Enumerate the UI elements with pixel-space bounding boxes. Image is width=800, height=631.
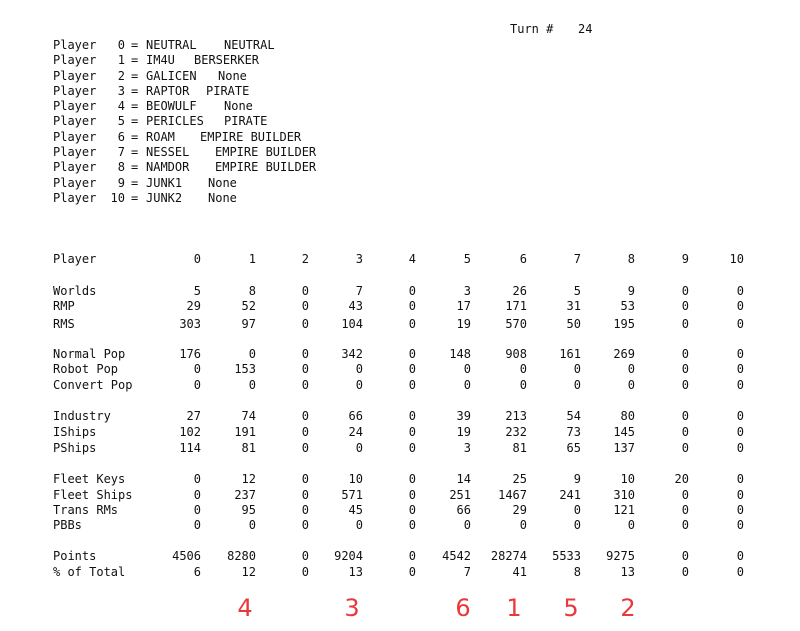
- stats-row: [0, 378, 800, 393]
- stats-cell: 0: [248, 378, 256, 392]
- stats-row: [0, 409, 800, 424]
- stats-cell: 0: [408, 425, 416, 439]
- stats-cell: 148: [449, 347, 471, 361]
- stats-cell: 0: [736, 549, 744, 563]
- stats-cell: 102: [179, 425, 201, 439]
- stats-cell: 97: [241, 317, 256, 331]
- player-name: JUNK2: [146, 190, 183, 205]
- player-equals: =: [131, 175, 139, 190]
- player-equals: =: [131, 129, 139, 144]
- stats-cell: 10: [729, 252, 744, 266]
- player-name: JUNK1: [146, 175, 183, 190]
- stats-cell: 66: [348, 409, 363, 423]
- stats-cell: 0: [681, 347, 689, 361]
- player-type: None: [208, 190, 237, 205]
- stats-cell: 0: [355, 441, 363, 455]
- stats-cell: 0: [408, 299, 416, 313]
- stats-cell: 95: [241, 503, 256, 517]
- stats-row-label: Fleet Keys: [53, 472, 126, 486]
- stats-cell: 0: [301, 378, 309, 392]
- stats-row-label: IShips: [53, 425, 97, 439]
- player-number: 9: [117, 175, 125, 190]
- stats-cell: 54: [566, 409, 581, 423]
- stats-cell: 81: [241, 441, 256, 455]
- stats-cell: 0: [627, 362, 635, 376]
- stats-cell: 0: [408, 409, 416, 423]
- player-number: 4: [117, 99, 125, 114]
- stats-cell: 7: [573, 252, 581, 266]
- stats-row-label: Points: [53, 549, 97, 563]
- player-label: Player: [53, 38, 97, 52]
- stats-cell: 0: [248, 347, 256, 361]
- stats-cell: 171: [505, 299, 527, 313]
- stats-cell: 0: [573, 503, 581, 517]
- stats-cell: 3: [463, 441, 471, 455]
- stats-cell: 0: [519, 362, 527, 376]
- stats-cell: 9: [627, 284, 635, 298]
- stats-cell: 269: [613, 347, 635, 361]
- stats-cell: 213: [505, 409, 527, 423]
- stats-cell: 0: [736, 362, 744, 376]
- stats-cell: 0: [681, 378, 689, 392]
- stats-cell: 0: [681, 565, 689, 579]
- rank-annotation: 2: [620, 594, 636, 622]
- stats-cell: 0: [573, 362, 581, 376]
- stats-cell: 0: [681, 441, 689, 455]
- stats-cell: 27: [186, 409, 201, 423]
- stats-cell: 25: [512, 472, 527, 486]
- stats-cell: 0: [408, 472, 416, 486]
- stats-cell: 0: [736, 409, 744, 423]
- player-number: 8: [117, 160, 125, 175]
- stats-cell: 0: [519, 378, 527, 392]
- stats-cell: 8280: [227, 549, 256, 563]
- player-label: Player: [53, 160, 97, 175]
- player-name: NEUTRAL: [146, 38, 197, 52]
- player-name: IM4U: [146, 53, 175, 68]
- stats-row-label: Trans RMs: [53, 503, 119, 517]
- stats-cell: 10: [348, 472, 363, 486]
- stats-cell: 5: [193, 284, 201, 298]
- stats-cell: 0: [681, 549, 689, 563]
- stats-cell: 66: [456, 503, 471, 517]
- player-name: NESSEL: [146, 145, 190, 160]
- stats-row: [0, 565, 800, 580]
- stats-cell: 241: [559, 488, 581, 502]
- stats-cell: 104: [341, 317, 363, 331]
- stats-cell: 0: [519, 518, 527, 532]
- stats-row-label: PShips: [53, 441, 97, 455]
- stats-cell: 0: [627, 378, 635, 392]
- rank-annotation: 5: [563, 594, 579, 622]
- stats-row: [0, 362, 800, 377]
- stats-row-label: Fleet Ships: [53, 488, 133, 502]
- stats-cell: 6: [193, 565, 201, 579]
- player-name: PERICLES: [146, 114, 204, 129]
- stats-cell: 232: [505, 425, 527, 439]
- stats-cell: 12: [241, 565, 256, 579]
- player-number: 6: [117, 129, 125, 144]
- player-label: Player: [53, 83, 97, 98]
- stats-cell: 0: [573, 378, 581, 392]
- stats-row: [0, 252, 800, 267]
- stats-cell: 12: [241, 472, 256, 486]
- stats-cell: 0: [736, 518, 744, 532]
- stats-cell: 0: [408, 347, 416, 361]
- stats-cell: 28274: [490, 549, 527, 563]
- stats-cell: 0: [627, 518, 635, 532]
- stats-cell: 0: [355, 378, 363, 392]
- stats-cell: 7: [355, 284, 363, 298]
- stats-cell: 0: [408, 549, 416, 563]
- stats-cell: 0: [301, 441, 309, 455]
- stats-cell: 0: [301, 503, 309, 517]
- player-equals: =: [131, 38, 139, 52]
- stats-row: [0, 347, 800, 362]
- rank-annotation: 6: [455, 594, 471, 622]
- stats-row-label: Worlds: [53, 284, 97, 298]
- stats-cell: 0: [301, 549, 309, 563]
- stats-cell: 2: [301, 252, 309, 266]
- player-equals: =: [131, 53, 139, 68]
- player-name: ROAM: [146, 129, 175, 144]
- stats-cell: 81: [512, 441, 527, 455]
- player-number: 0: [117, 38, 125, 52]
- stats-cell: 50: [566, 317, 581, 331]
- stats-cell: 0: [681, 317, 689, 331]
- stats-row-label: RMS: [53, 317, 75, 331]
- player-label: Player: [53, 175, 97, 190]
- stats-cell: 237: [234, 488, 256, 502]
- stats-cell: 571: [341, 488, 363, 502]
- stats-row-label: % of Total: [53, 565, 126, 579]
- player-label: Player: [53, 114, 97, 129]
- stats-cell: 121: [613, 503, 635, 517]
- player-label: Player: [53, 190, 97, 205]
- stats-cell: 4506: [172, 549, 201, 563]
- stats-cell: 0: [681, 362, 689, 376]
- stats-cell: 303: [179, 317, 201, 331]
- stats-cell: 0: [301, 565, 309, 579]
- player-name: GALICEN: [146, 68, 197, 83]
- stats-cell: 0: [736, 317, 744, 331]
- stats-cell: 9204: [334, 549, 363, 563]
- stats-row: [0, 549, 800, 564]
- stats-row: [0, 317, 800, 332]
- stats-cell: 0: [408, 488, 416, 502]
- stats-cell: 0: [681, 488, 689, 502]
- player-name: RAPTOR: [146, 83, 190, 98]
- stats-cell: 4542: [442, 549, 471, 563]
- stats-cell: 195: [613, 317, 635, 331]
- stats-cell: 908: [505, 347, 527, 361]
- stats-cell: 5: [573, 284, 581, 298]
- stats-cell: 0: [193, 503, 201, 517]
- stats-cell: 26: [512, 284, 527, 298]
- stats-cell: 0: [301, 362, 309, 376]
- stats-cell: 0: [193, 378, 201, 392]
- player-number: 3: [117, 83, 125, 98]
- stats-cell: 0: [681, 284, 689, 298]
- stats-cell: 0: [408, 378, 416, 392]
- player-type: BERSERKER: [194, 53, 260, 68]
- stats-cell: 1467: [498, 488, 527, 502]
- player-equals: =: [131, 114, 139, 129]
- stats-cell: 0: [681, 409, 689, 423]
- turn-value: 24: [578, 22, 593, 36]
- player-type: EMPIRE BUILDER: [200, 129, 302, 144]
- stats-cell: 0: [408, 441, 416, 455]
- player-label: Player: [53, 145, 97, 160]
- stats-cell: 0: [681, 425, 689, 439]
- stats-cell: 0: [408, 284, 416, 298]
- stats-cell: 74: [241, 409, 256, 423]
- stats-cell: 0: [736, 488, 744, 502]
- stats-cell: 9275: [606, 549, 635, 563]
- player-equals: =: [131, 83, 139, 98]
- stats-cell: 0: [681, 299, 689, 313]
- player-type: None: [224, 99, 253, 114]
- stats-cell: 14: [456, 472, 471, 486]
- player-number: 1: [117, 53, 125, 68]
- stats-cell: 0: [408, 362, 416, 376]
- stats-cell: 0: [301, 472, 309, 486]
- stats-cell: 39: [456, 409, 471, 423]
- stats-cell: 13: [620, 565, 635, 579]
- stats-cell: 0: [193, 472, 201, 486]
- player-label: Player: [53, 129, 97, 144]
- stats-cell: 0: [301, 409, 309, 423]
- stats-cell: 0: [736, 425, 744, 439]
- stats-row-label: Robot Pop: [53, 362, 119, 376]
- player-number: 5: [117, 114, 125, 129]
- player-label: Player: [53, 53, 97, 68]
- stats-cell: 0: [463, 362, 471, 376]
- rank-annotation: 3: [344, 594, 360, 622]
- stats-cell: 0: [301, 488, 309, 502]
- stats-cell: 5: [463, 252, 471, 266]
- stats-row: [0, 441, 800, 456]
- player-equals: =: [131, 68, 139, 83]
- stats-cell: 310: [613, 488, 635, 502]
- stats-cell: 73: [566, 425, 581, 439]
- stats-cell: 137: [613, 441, 635, 455]
- player-type: PIRATE: [224, 114, 268, 129]
- stats-cell: 53: [620, 299, 635, 313]
- stats-row: [0, 518, 800, 533]
- player-type: PIRATE: [206, 83, 250, 98]
- player-number: 2: [117, 68, 125, 83]
- stats-cell: 0: [736, 565, 744, 579]
- stats-cell: 0: [301, 347, 309, 361]
- rank-annotation: 4: [237, 594, 253, 622]
- stats-cell: 13: [348, 565, 363, 579]
- stats-cell: 0: [736, 441, 744, 455]
- stats-cell: 6: [519, 252, 527, 266]
- stats-cell: 0: [736, 347, 744, 361]
- stats-cell: 45: [348, 503, 363, 517]
- stats-cell: 0: [736, 503, 744, 517]
- stats-cell: 0: [248, 518, 256, 532]
- stats-cell: 0: [193, 362, 201, 376]
- stats-cell: 0: [408, 317, 416, 331]
- stats-cell: 0: [736, 299, 744, 313]
- player-number: 7: [117, 145, 125, 160]
- stats-cell: 19: [456, 425, 471, 439]
- stats-cell: 9: [573, 472, 581, 486]
- rank-annotation: 1: [506, 594, 522, 622]
- player-type: EMPIRE BUILDER: [215, 145, 317, 160]
- stats-cell: 0: [408, 503, 416, 517]
- stats-cell: 0: [463, 518, 471, 532]
- stats-cell: 29: [512, 503, 527, 517]
- stats-cell: 0: [736, 378, 744, 392]
- stats-cell: 5533: [552, 549, 581, 563]
- player-equals: =: [131, 160, 139, 175]
- stats-cell: 0: [681, 503, 689, 517]
- stats-row: [0, 472, 800, 487]
- stats-cell: 0: [355, 518, 363, 532]
- stats-cell: 161: [559, 347, 581, 361]
- stats-cell: 0: [736, 284, 744, 298]
- stats-cell: 41: [512, 565, 527, 579]
- stats-cell: 0: [573, 518, 581, 532]
- stats-row-label: Player: [53, 252, 97, 266]
- stats-cell: 342: [341, 347, 363, 361]
- player-type: None: [218, 68, 247, 83]
- stats-cell: 43: [348, 299, 363, 313]
- stats-cell: 8: [248, 284, 256, 298]
- stats-cell: 0: [301, 299, 309, 313]
- stats-row: [0, 488, 800, 503]
- stats-cell: 570: [505, 317, 527, 331]
- stats-cell: 3: [355, 252, 363, 266]
- stats-cell: 24: [348, 425, 363, 439]
- stats-cell: 1: [248, 252, 256, 266]
- stats-row-label: Convert Pop: [53, 378, 133, 392]
- stats-cell: 0: [736, 472, 744, 486]
- stats-cell: 114: [179, 441, 201, 455]
- stats-cell: 65: [566, 441, 581, 455]
- stats-cell: 8: [573, 565, 581, 579]
- stats-cell: 9: [681, 252, 689, 266]
- stats-row-label: Industry: [53, 409, 111, 423]
- stats-cell: 7: [463, 565, 471, 579]
- player-label: Player: [53, 99, 97, 114]
- stats-cell: 153: [234, 362, 256, 376]
- stats-cell: 52: [241, 299, 256, 313]
- stats-cell: 0: [193, 518, 201, 532]
- stats-cell: 145: [613, 425, 635, 439]
- turn-label: Turn #: [510, 22, 554, 36]
- player-label: Player: [53, 68, 97, 83]
- stats-cell: 0: [408, 565, 416, 579]
- stats-cell: 0: [463, 378, 471, 392]
- stats-cell: 251: [449, 488, 471, 502]
- stats-cell: 0: [355, 362, 363, 376]
- stats-cell: 17: [456, 299, 471, 313]
- stats-cell: 0: [301, 284, 309, 298]
- player-type: None: [208, 175, 237, 190]
- player-name: NAMDOR: [146, 160, 190, 175]
- stats-cell: 0: [193, 252, 201, 266]
- stats-cell: 10: [620, 472, 635, 486]
- stats-cell: 176: [179, 347, 201, 361]
- stats-cell: 80: [620, 409, 635, 423]
- player-name: BEOWULF: [146, 99, 197, 114]
- stats-cell: 19: [456, 317, 471, 331]
- stats-row: [0, 284, 800, 299]
- stats-row: [0, 299, 800, 314]
- stats-cell: 0: [408, 518, 416, 532]
- stats-row: [0, 425, 800, 440]
- player-equals: =: [131, 99, 139, 114]
- stats-cell: 0: [193, 488, 201, 502]
- stats-cell: 0: [301, 518, 309, 532]
- stats-cell: 31: [566, 299, 581, 313]
- stats-cell: 0: [301, 425, 309, 439]
- stats-cell: 29: [186, 299, 201, 313]
- stats-cell: 8: [627, 252, 635, 266]
- stats-cell: 20: [674, 472, 689, 486]
- stats-cell: 0: [301, 317, 309, 331]
- stats-cell: 0: [681, 518, 689, 532]
- player-number: 10: [110, 190, 125, 205]
- stats-cell: 191: [234, 425, 256, 439]
- stats-cell: 4: [408, 252, 416, 266]
- player-type: NEUTRAL: [224, 38, 275, 52]
- stats-row-label: PBBs: [53, 518, 82, 532]
- stats-cell: 3: [463, 284, 471, 298]
- stats-row-label: RMP: [53, 299, 75, 313]
- player-type: EMPIRE BUILDER: [215, 160, 317, 175]
- stats-row-label: Normal Pop: [53, 347, 126, 361]
- player-equals: =: [131, 145, 139, 160]
- player-equals: =: [131, 190, 139, 205]
- stats-row: [0, 503, 800, 518]
